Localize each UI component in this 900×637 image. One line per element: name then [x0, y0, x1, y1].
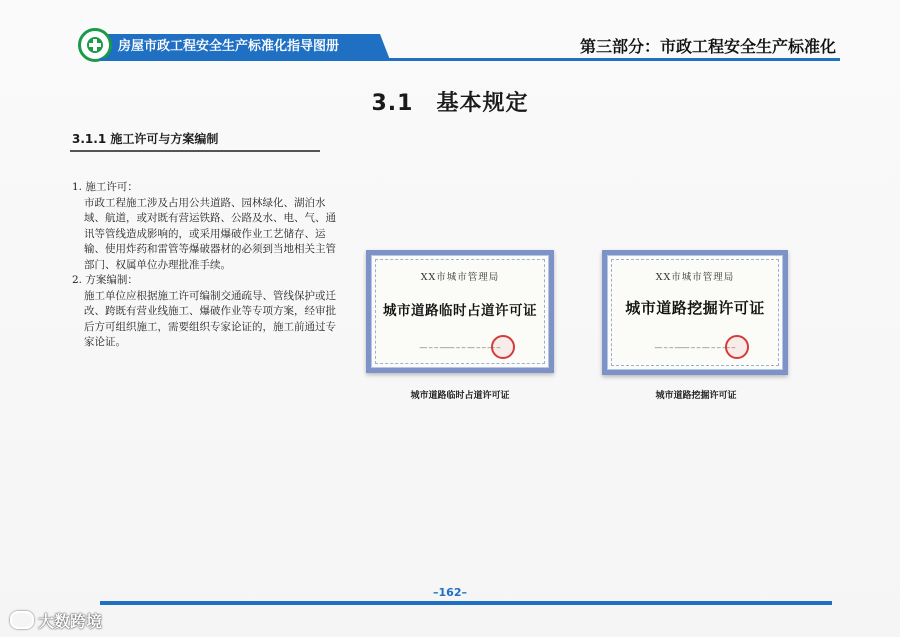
item-text-plan: 施工单位应根据施工许可编制交通疏导、管线保护或迁改、跨既有营业线施工、爆破作业等专项方案，经审批后方可组织施工，需要组织专家论证的，施工前通过专家论证。 — [84, 289, 336, 348]
subsection-heading: 3.1.1 施工许可与方案编制 — [72, 132, 219, 146]
page-number: –162– — [433, 586, 467, 599]
section-title: 3.1 基本规定 — [371, 91, 529, 116]
watermark-logo-icon — [10, 611, 34, 629]
certificate-issuer: XX市城市管理局 — [420, 272, 500, 283]
safety-logo-icon — [78, 28, 112, 62]
certificate-title: 城市道路挖掘许可证 — [625, 299, 765, 317]
red-seal-icon — [491, 335, 515, 359]
certificate-caption: 城市道路挖掘许可证 — [655, 391, 737, 401]
certificate-caption: 城市道路临时占道许可证 — [410, 391, 510, 401]
certificate-issuer: XX市城市管理局 — [655, 272, 735, 283]
manual-title: 房屋市政工程安全生产标准化指导图册 — [118, 39, 340, 54]
item-heading-plan: 2. 方案编制： — [72, 274, 138, 286]
item-heading-permit: 1. 施工许可： — [72, 181, 138, 193]
certificate-number-line: ── ─ ─ ──── ─ ─ ── ─ ─ ── ─ — [419, 345, 501, 352]
certificate-title: 城市道路临时占道许可证 — [383, 303, 537, 319]
body-text — [72, 180, 337, 351]
certificate-road-occupation — [366, 250, 554, 373]
watermark — [10, 609, 102, 632]
logo-cross-horizontal — [89, 43, 101, 47]
header-rule — [100, 58, 840, 61]
watermark-text: 大数跨境 — [38, 612, 103, 631]
certificate-number-line: ── ─ ─ ──── ─ ─ ── ─ ─ ── ─ — [654, 345, 736, 352]
subsection-underline — [70, 150, 320, 152]
footer-rule — [100, 601, 832, 605]
certificate-road-excavation — [602, 250, 788, 375]
item-text-permit: 市政工程施工涉及占用公共道路、园林绿化、湖泊水域、航道，或对既有营运铁路、公路及水、电、气、通讯等管线造成影响的，或采用爆破作业工艺储存、运输、使用炸药和雷管等爆破器材的必须到当地相关主管部门、权属单位办理批准手续。 — [84, 196, 336, 271]
red-seal-icon — [725, 335, 749, 359]
part-title: 第三部分：市政工程安全生产标准化 — [579, 37, 836, 56]
